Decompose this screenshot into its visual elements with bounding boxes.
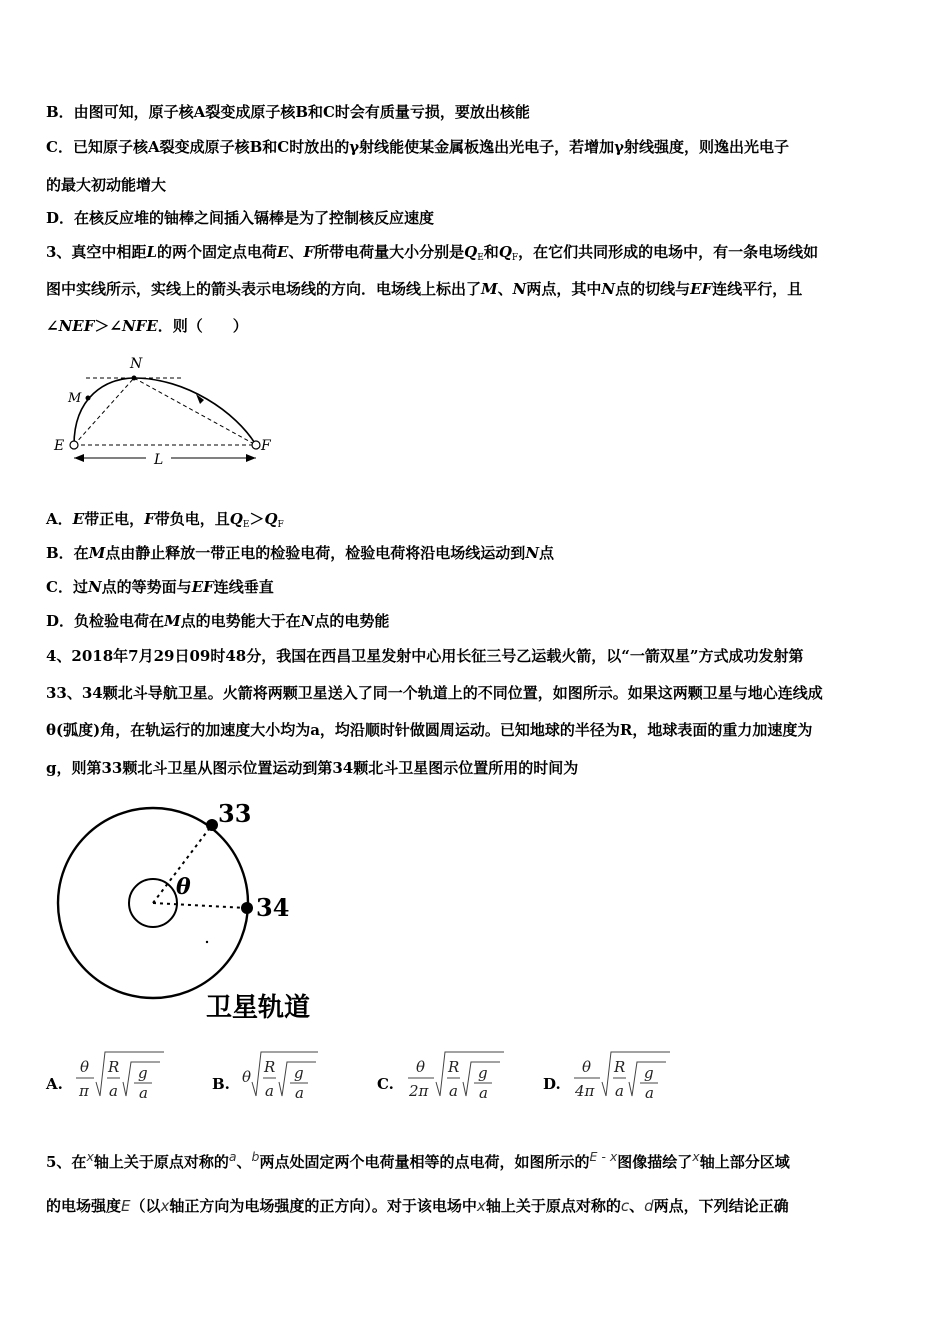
svg-text:g: g: [644, 1064, 654, 1082]
q4-option-a-label: A.: [46, 1075, 63, 1093]
q3-stem-line1: 3、真空中相距L的两个固定点电荷E、F所带电荷量大小分别是$Q_E$和$Q_F$，在它们共同形成的电场中，有一条电场线如: [46, 243, 819, 263]
fig-label-n: N: [130, 356, 143, 372]
svg-text:R: R: [108, 1058, 120, 1076]
svg-text:R: R: [264, 1058, 276, 1076]
svg-text:g: g: [478, 1064, 488, 1082]
fig-label-f: F: [261, 438, 271, 454]
q4-option-d-formula: [574, 1048, 674, 1108]
q3-option-c: C．过N点的等势面与EF连线垂直: [46, 578, 274, 596]
svg-text:a: a: [139, 1084, 148, 1102]
svg-text:a: a: [449, 1082, 458, 1100]
q3-field-line-figure: [46, 352, 286, 472]
svg-text:R: R: [448, 1058, 460, 1076]
q4-option-d-label: D.: [543, 1075, 561, 1093]
q3-stem-line3: ∠NEF＞∠NFE．则（ ）: [46, 317, 248, 335]
orbit-caption: 卫星轨道: [206, 993, 311, 1023]
svg-text:a: a: [645, 1084, 654, 1102]
q4-stem-line3: θ(弧度)角，在轨运行的加速度大小均为a，均沿顺时针做圆周运动。已知地球的半径为R，地球表面的重力加速度为: [46, 721, 813, 739]
svg-text:a: a: [615, 1082, 624, 1100]
svg-text:θ: θ: [242, 1068, 252, 1086]
svg-text:g: g: [138, 1064, 148, 1082]
svg-text:θ: θ: [582, 1058, 592, 1076]
sat-33-label: 33: [218, 799, 252, 828]
q4-option-a-formula: [76, 1048, 166, 1108]
svg-text:2π: 2π: [409, 1082, 429, 1100]
q3-option-a: A．E带正电，F带负电，且$Q_E>Q_F$: [46, 510, 284, 530]
fig-label-m: M: [68, 391, 82, 406]
q4-option-b-label: B.: [212, 1075, 230, 1093]
svg-text:π: π: [79, 1082, 89, 1100]
q5-stem-line1: 5、在$^x$轴上关于原点对称的$^a$、$^b$两点处固定两个电荷量相等的点电荷，如图所示的$^{E - x}$图像描绘了$^x$轴上部分区域: [46, 1149, 790, 1171]
svg-text:θ: θ: [416, 1058, 426, 1076]
theta-label: θ: [176, 874, 191, 900]
svg-text:a: a: [295, 1084, 304, 1102]
svg-text:4π: 4π: [575, 1082, 595, 1100]
q2-option-d: D．在核反应堆的铀棒之间插入镉棒是为了控制核反应速度: [46, 209, 435, 227]
fig-label-l: L: [154, 452, 164, 468]
q5-stem-line2: 的电场强度E（以x轴正方向为电场强度的正方向）。对于该电场中x轴上关于原点对称的c、d两点，下列结论正确: [46, 1197, 789, 1215]
svg-text:g: g: [294, 1064, 304, 1082]
q2-option-b: B．由图可知，原子核A裂变成原子核B和C时会有质量亏损，要放出核能: [46, 103, 530, 121]
svg-text:a: a: [479, 1084, 488, 1102]
q4-option-c-formula: [408, 1048, 508, 1108]
q3-option-d: D．负检验电荷在M点的电势能大于在N点的电势能: [46, 612, 390, 630]
svg-text:a: a: [109, 1082, 118, 1100]
q2-option-c-line1: C．已知原子核A裂变成原子核B和C时放出的γ射线能使某金属板逸出光电子，若增加γ射线强度，则逸出光电子: [46, 138, 790, 156]
sat-34-label: 34: [256, 893, 290, 922]
q4-stem-line4: g，则第33颗北斗卫星从图示位置运动到第34颗北斗卫星图示位置所用的时间为: [46, 759, 579, 777]
svg-text:a: a: [265, 1082, 274, 1100]
q4-option-b-formula: [240, 1048, 330, 1108]
q4-stem-line2: 33、34颗北斗导航卫星。火箭将两颗卫星送入了同一个轨道上的不同位置，如图所示。如果这两颗卫星与地心连线成: [46, 684, 823, 702]
q4-orbit-figure: [46, 790, 346, 1030]
svg-text:θ: θ: [80, 1058, 90, 1076]
svg-text:R: R: [614, 1058, 626, 1076]
q3-stem-line2: 图中实线所示，实线上的箭头表示电场线的方向．电场线上标出了M、N两点，其中N点的切线与EF连线平行，且: [46, 280, 803, 298]
fig-label-e: E: [54, 438, 65, 454]
q3-option-b: B．在M点由静止释放一带正电的检验电荷，检验电荷将沿电场线运动到N点: [46, 544, 555, 562]
q4-stem-line1: 4、2018年7月29日09时48分，我国在西昌卫星发射中心用长征三号乙运载火箭，以“一箭双星”方式成功发射第: [46, 647, 804, 665]
q2-option-c-line2: 的最大初动能增大: [46, 176, 167, 194]
q4-option-c-label: C.: [377, 1075, 394, 1093]
